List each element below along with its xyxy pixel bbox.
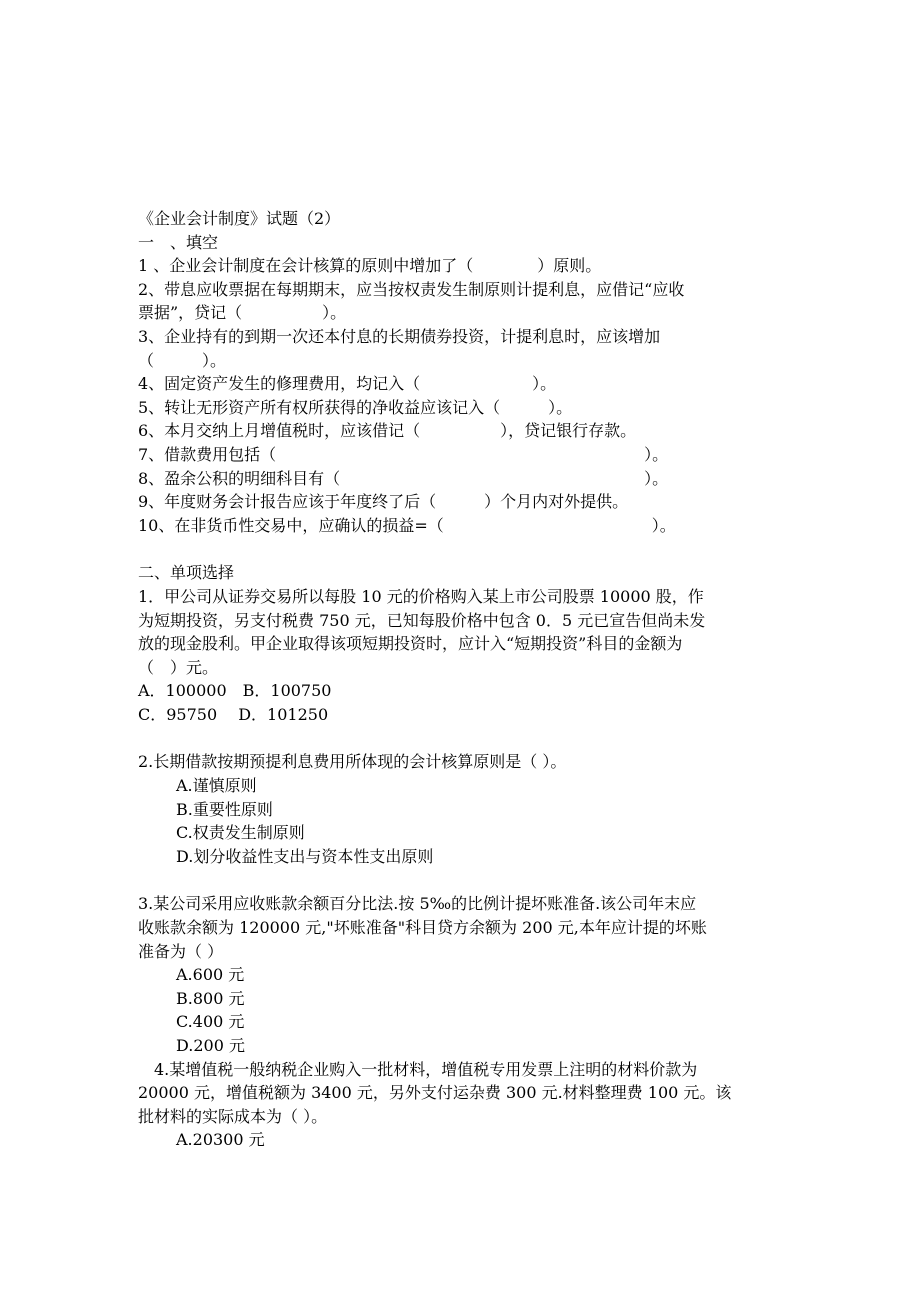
question-3-option: A.600 元 — [176, 965, 245, 985]
question-1-line: 为短期投资，另支付税费 750 元，已知每股价格中包含 0．5 元已宣告但尚未发 — [138, 610, 706, 630]
fill-blank-line: 8、盈余公积的明细科目有（ ）。 — [138, 468, 669, 488]
fill-blank-line: 5、转让无形资产所有权所获得的净收益应该记入（ ）。 — [138, 397, 573, 417]
question-2-option: C.权责发生制原则 — [176, 823, 305, 843]
question-1-options: A．100000 B．100750 — [138, 681, 332, 701]
question-2-option: D.划分收益性支出与资本性支出原则 — [176, 846, 434, 866]
fill-blank-line: 10、在非货币性交易中，应确认的损益=（ ）。 — [138, 515, 676, 535]
question-4-option: A.20300 元 — [176, 1130, 265, 1150]
question-4-stem: 批材料的实际成本为（ ）。 — [138, 1106, 328, 1126]
fill-blank-line: 1 、企业会计制度在会计核算的原则中增加了（ ）原则。 — [138, 256, 602, 276]
question-1-line: 1．甲公司从证券交易所以每股 10 元的价格购入某上市公司股票 10000 股，作 — [138, 586, 704, 606]
fill-blank-line: 9、年度财务会计报告应该于年度终了后（ ）个月内对外提供。 — [138, 492, 629, 512]
question-1-line: 放的现金股利。甲企业取得该项短期投资时，应计入“短期投资”科目的金额为 — [138, 634, 683, 654]
question-2-option: B.重要性原则 — [176, 799, 273, 819]
spacer — [138, 868, 786, 892]
question-3-option: C.400 元 — [176, 1012, 245, 1032]
fill-blank-line: 6、本月交纳上月增值税时，应该借记（ ），贷记银行存款。 — [138, 421, 637, 441]
question-2-option: A.谨慎原则 — [176, 776, 257, 796]
spacer — [138, 537, 786, 561]
question-2-stem: 2.长期借款按期预提利息费用所体现的会计核算原则是（ ）。 — [138, 752, 567, 772]
question-1-line: （ ）元。 — [138, 657, 219, 677]
question-4-stem: 4.某增值税一般纳税企业购入一批材料，增值税专用发票上注明的材料价款为 — [154, 1059, 698, 1079]
question-3-stem: 收账款余额为 120000 元,"坏账准备"科目贷方余额为 200 元,本年应计提的坏账 — [138, 918, 707, 938]
fill-blank-line: 4、固定资产发生的修理费用，均记入（ ）。 — [138, 374, 557, 394]
question-4-stem: 20000 元，增值税额为 3400 元，另外支付运杂费 300 元.材料整理费 100 元。该 — [138, 1083, 732, 1103]
fill-blank-line: 7、借款费用包括（ ）。 — [138, 444, 669, 464]
document-title: 《企业会计制度》试题（2） — [138, 209, 341, 228]
question-3-option: D.200 元 — [176, 1036, 245, 1055]
fill-blank-line: 3、企业持有的到期一次还本付息的长期债券投资，计提利息时，应该增加 — [138, 326, 661, 346]
section-heading-fill-blank: 一 、填空 — [138, 232, 219, 252]
fill-blank-line: 票据”，贷记（ ）。 — [138, 303, 347, 323]
question-3-option: B.800 元 — [176, 988, 245, 1008]
question-3-stem: 准备为（ ） — [138, 941, 224, 961]
fill-blank-line: 2、带息应收票据在每期期末，应当按权责发生制原则计提利息，应借记“应收 — [138, 279, 685, 299]
spacer — [138, 726, 786, 750]
document-page — [138, 207, 786, 1152]
fill-blank-line: （ ）。 — [138, 350, 227, 370]
question-3-stem: 3.某公司采用应收账款余额百分比法.按 5‰的比例计提坏账准备.该公司年末应 — [138, 894, 697, 914]
question-1-options: C．95750 D．101250 — [138, 704, 329, 724]
section-heading-single-choice: 二、单项选择 — [138, 563, 235, 583]
